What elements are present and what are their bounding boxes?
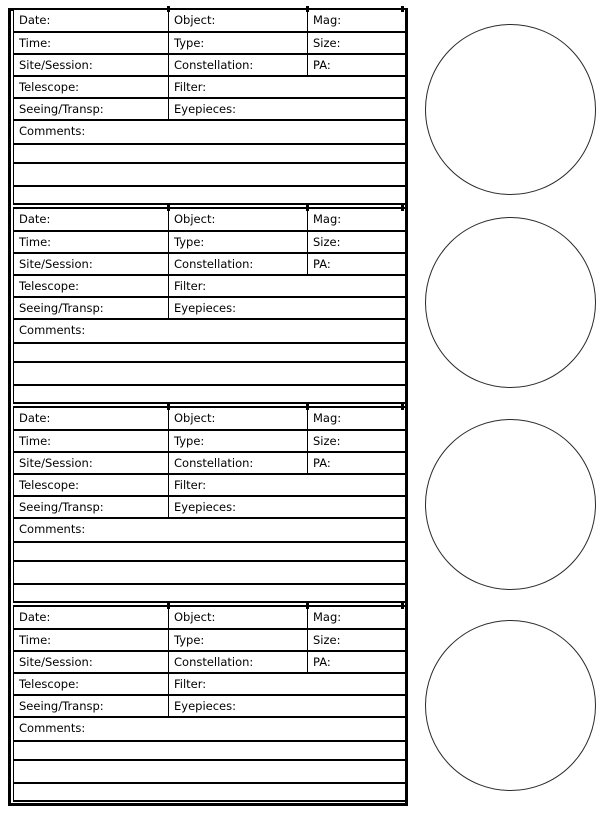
seeing-transp-label: Seeing/Transp: [19, 102, 104, 116]
telescope-label: Telescope: [19, 478, 80, 492]
site-session-label: Site/Session: [19, 655, 93, 669]
telescope-label: Telescope: [19, 80, 80, 94]
comments-blank-line [14, 386, 405, 404]
row-date-object-mag [14, 408, 405, 431]
filter-field [169, 475, 405, 495]
row-comments [14, 121, 405, 145]
telescope-field [14, 475, 169, 495]
filter-label: Filter: [174, 80, 207, 94]
column-divider-tick [167, 6, 170, 12]
size-label: Size: [313, 36, 341, 50]
comments-blank-cell [14, 761, 405, 782]
row-seeing-eyepieces [14, 497, 405, 519]
mag-label: Mag: [313, 212, 342, 226]
column-divider-tick [401, 205, 404, 211]
pa-field [308, 453, 405, 473]
type-label: Type: [174, 633, 205, 647]
comments-blank-cell [14, 543, 405, 560]
mag-field [308, 408, 405, 429]
constellation-label: Constellation: [174, 58, 254, 72]
seeing-transp-label: Seeing/Transp: [19, 699, 104, 713]
column-divider-tick [306, 603, 309, 609]
eyepieces-field [169, 497, 405, 517]
comments-blank-cell [14, 164, 405, 185]
column-divider-tick [401, 404, 404, 410]
time-label: Time: [19, 434, 52, 448]
row-site-constellation-pa [14, 453, 405, 475]
object-field [169, 209, 308, 230]
filter-label: Filter: [174, 478, 207, 492]
type-label: Type: [174, 36, 205, 50]
date-field [14, 209, 169, 230]
date-label: Date: [19, 212, 51, 226]
column-divider-tick [167, 404, 170, 410]
type-field [169, 33, 308, 53]
comments-label: Comments: [19, 323, 86, 337]
constellation-label: Constellation: [174, 655, 254, 669]
column-divider-tick [401, 6, 404, 12]
log-entry-block [13, 207, 405, 404]
comments-blank-cell [14, 386, 405, 402]
sketch-circle-column [425, 0, 596, 822]
comments-blank-cell [14, 145, 405, 162]
mag-field [308, 10, 405, 31]
pa-label: PA: [313, 257, 331, 271]
sketch-circle [425, 24, 596, 195]
row-time-type-size [14, 232, 405, 254]
comments-blank-cell [14, 585, 405, 601]
seeing-transp-field [14, 696, 169, 716]
comments-label: Comments: [19, 721, 86, 735]
row-seeing-eyepieces [14, 696, 405, 718]
eyepieces-label: Eyepieces: [174, 699, 236, 713]
constellation-field [169, 55, 308, 75]
column-divider-tick [167, 205, 170, 211]
comments-blank-line [14, 187, 405, 205]
date-label: Date: [19, 610, 51, 624]
constellation-field [169, 254, 308, 274]
filter-field [169, 674, 405, 694]
row-comments [14, 718, 405, 742]
pa-label: PA: [313, 456, 331, 470]
column-divider-tick [401, 603, 404, 609]
filter-field [169, 77, 405, 97]
size-label: Size: [313, 235, 341, 249]
pa-field [308, 652, 405, 672]
eyepieces-field [169, 99, 405, 119]
comments-blank-line [14, 784, 405, 802]
filter-field [169, 276, 405, 296]
row-telescope-filter [14, 674, 405, 696]
comments-blank-line [14, 761, 405, 784]
row-date-object-mag [14, 607, 405, 630]
comments-blank-line [14, 742, 405, 761]
type-label: Type: [174, 434, 205, 448]
comments-blank-line [14, 562, 405, 585]
row-comments [14, 519, 405, 543]
log-frame [8, 8, 408, 806]
comments-blank-line [14, 164, 405, 187]
object-label: Object: [174, 212, 216, 226]
comments-blank-cell [14, 562, 405, 583]
column-divider-tick [306, 404, 309, 410]
mag-label: Mag: [313, 411, 342, 425]
mag-field [308, 209, 405, 230]
time-label: Time: [19, 633, 52, 647]
site-session-label: Site/Session: [19, 456, 93, 470]
constellation-label: Constellation: [174, 456, 254, 470]
comments-field [14, 519, 405, 541]
filter-label: Filter: [174, 677, 207, 691]
site-session-field [14, 652, 169, 672]
seeing-transp-label: Seeing/Transp: [19, 301, 104, 315]
time-field [14, 232, 169, 252]
log-entry-block [13, 605, 405, 802]
row-site-constellation-pa [14, 254, 405, 276]
comments-blank-line [14, 585, 405, 603]
row-date-object-mag [14, 10, 405, 33]
type-field [169, 630, 308, 650]
log-entry-block [13, 406, 405, 603]
comments-blank-cell [14, 363, 405, 384]
column-divider-tick [306, 205, 309, 211]
time-label: Time: [19, 36, 52, 50]
object-field [169, 607, 308, 628]
row-telescope-filter [14, 276, 405, 298]
object-label: Object: [174, 411, 216, 425]
row-site-constellation-pa [14, 652, 405, 674]
telescope-label: Telescope: [19, 279, 80, 293]
sketch-circle [425, 419, 596, 590]
row-comments [14, 320, 405, 344]
eyepieces-label: Eyepieces: [174, 301, 236, 315]
comments-blank-cell [14, 784, 405, 800]
type-field [169, 431, 308, 451]
row-seeing-eyepieces [14, 298, 405, 320]
object-field [169, 10, 308, 31]
comments-blank-cell [14, 344, 405, 361]
mag-label: Mag: [313, 13, 342, 27]
type-field [169, 232, 308, 252]
column-divider-tick [306, 6, 309, 12]
row-seeing-eyepieces [14, 99, 405, 121]
time-field [14, 33, 169, 53]
log-entry-block [13, 8, 405, 205]
object-label: Object: [174, 13, 216, 27]
object-field [169, 408, 308, 429]
mag-field [308, 607, 405, 628]
comments-blank-line [14, 145, 405, 164]
constellation-label: Constellation: [174, 257, 254, 271]
row-time-type-size [14, 33, 405, 55]
pa-label: PA: [313, 655, 331, 669]
column-divider-tick [167, 603, 170, 609]
comments-label: Comments: [19, 124, 86, 138]
row-date-object-mag [14, 209, 405, 232]
object-label: Object: [174, 610, 216, 624]
comments-blank-line [14, 543, 405, 562]
comments-blank-cell [14, 742, 405, 759]
telescope-field [14, 276, 169, 296]
filter-label: Filter: [174, 279, 207, 293]
comments-blank-line [14, 363, 405, 386]
size-field [308, 431, 405, 451]
comments-blank-cell [14, 187, 405, 203]
size-label: Size: [313, 434, 341, 448]
seeing-transp-field [14, 497, 169, 517]
date-field [14, 408, 169, 429]
size-field [308, 33, 405, 53]
sketch-circle [425, 620, 596, 791]
mag-label: Mag: [313, 610, 342, 624]
seeing-transp-field [14, 298, 169, 318]
date-label: Date: [19, 13, 51, 27]
size-field [308, 232, 405, 252]
row-time-type-size [14, 431, 405, 453]
pa-field [308, 55, 405, 75]
site-session-field [14, 254, 169, 274]
comments-label: Comments: [19, 522, 86, 536]
sketch-circle [425, 217, 596, 388]
date-field [14, 607, 169, 628]
size-field [308, 630, 405, 650]
type-label: Type: [174, 235, 205, 249]
time-field [14, 431, 169, 451]
row-site-constellation-pa [14, 55, 405, 77]
eyepieces-label: Eyepieces: [174, 102, 236, 116]
size-label: Size: [313, 633, 341, 647]
comments-field [14, 718, 405, 740]
row-time-type-size [14, 630, 405, 652]
comments-blank-line [14, 344, 405, 363]
date-field [14, 10, 169, 31]
site-session-label: Site/Session: [19, 257, 93, 271]
site-session-label: Site/Session: [19, 58, 93, 72]
comments-field [14, 121, 405, 143]
seeing-transp-label: Seeing/Transp: [19, 500, 104, 514]
time-label: Time: [19, 235, 52, 249]
pa-field [308, 254, 405, 274]
time-field [14, 630, 169, 650]
eyepieces-label: Eyepieces: [174, 500, 236, 514]
pa-label: PA: [313, 58, 331, 72]
site-session-field [14, 55, 169, 75]
eyepieces-field [169, 696, 405, 716]
eyepieces-field [169, 298, 405, 318]
telescope-field [14, 674, 169, 694]
row-telescope-filter [14, 77, 405, 99]
telescope-label: Telescope: [19, 677, 80, 691]
date-label: Date: [19, 411, 51, 425]
site-session-field [14, 453, 169, 473]
constellation-field [169, 652, 308, 672]
comments-field [14, 320, 405, 342]
row-telescope-filter [14, 475, 405, 497]
seeing-transp-field [14, 99, 169, 119]
constellation-field [169, 453, 308, 473]
telescope-field [14, 77, 169, 97]
